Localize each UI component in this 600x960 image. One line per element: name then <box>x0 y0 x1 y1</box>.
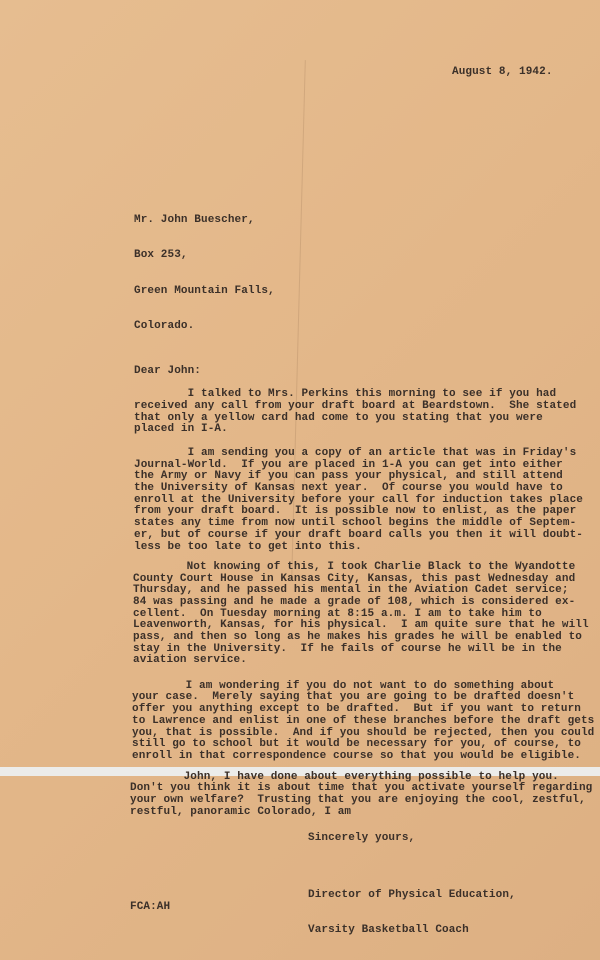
recipient-address <box>0 192 600 356</box>
paragraph-line: Journal-World. If you are placed in 1-A you can get into either <box>134 458 563 471</box>
paragraph-line: your case. Merely saying that you are going to be drafted doesn't <box>132 691 575 704</box>
paragraph-line: I talked to Mrs. Perkins this morning to see if you had <box>134 388 557 401</box>
paragraph-line: received any call from your draft board at Beardstown. She stated <box>134 399 577 412</box>
paragraph-line: placed in I-A. <box>134 423 228 436</box>
paragraph-line: offer you anything except to be drafted. But if you want to return <box>132 703 581 716</box>
paragraph-line: the Army or Navy if you can pass your physical, and still attend <box>134 470 563 483</box>
paragraph-line: aviation service. <box>133 654 247 667</box>
address-line: Box 253, <box>134 249 188 262</box>
paragraph-line: er, but of course if your draft board calls you then it will doubt- <box>134 528 583 541</box>
paragraph-line: less be too late to get into this. <box>134 540 362 553</box>
paragraph-line: states any time from now until school begins the middle of Septem- <box>134 517 577 530</box>
paragraph-5 <box>0 772 600 819</box>
paragraph-line: enroll in that correspondence course so that you would be eligible. <box>132 749 581 762</box>
paragraph-line: Don't you think it is about time that you activate yourself regarding <box>130 782 593 795</box>
paragraph-1 <box>0 389 600 436</box>
signature-titles <box>178 867 516 960</box>
signature-title-line: Director of Physical Education, <box>308 888 516 901</box>
paragraph-line: cellent. On Tuesday morning at 8:15 a.m. I am to take him to <box>133 607 542 620</box>
paragraph-line: I am sending you a copy of an article that was in Friday's <box>134 447 577 459</box>
address-line: Mr. John Buescher, <box>134 214 255 227</box>
paragraph-line: pass, and then so long as he makes his grades he will be enabled to <box>133 631 582 643</box>
paragraph-line: Thursday, and he passed his mental in the Aviation Cadet service; <box>133 584 569 597</box>
paragraph-3 <box>0 562 600 667</box>
signature-title-line: Varsity Basketball Coach <box>308 924 469 937</box>
paragraph-line: you, that is possible. And if you should be rejected, then you could <box>132 726 595 739</box>
typist-initials: FCA:AH <box>130 900 171 913</box>
signature-block <box>0 867 600 960</box>
paragraph-line: the University of Kansas next year. Of course you would have to <box>134 482 563 495</box>
paragraph-line: from your draft board. It is possible now to enlist, as the paper <box>134 505 577 518</box>
paragraph-line: to Lawrence and enlist in one of these branches before the draft gets <box>132 714 595 727</box>
initials-column <box>0 867 178 960</box>
paragraph-line: still go to school but it would be necessary for you, of course, to <box>132 738 581 751</box>
paragraph-line: County Court House in Kansas City, Kansas, this past Wednesday and <box>133 572 576 585</box>
paragraph-line: Not knowing of this, I took Charlie Black to the Wyandotte <box>133 560 576 573</box>
paragraph-line: enroll at the University before your call for induction takes place <box>134 493 583 506</box>
paragraph-line: that only a yellow card had come to you stating that you were <box>134 411 543 424</box>
paragraph-line: your own welfare? Trusting that you are enjoying the cool, zestful, <box>130 794 586 807</box>
paragraph-line: Leavenworth, Kansas, for his physical. I am quite sure that he will <box>133 619 589 632</box>
paragraph-line: stay in the University. If he fails of course he will be in the <box>133 642 562 655</box>
paragraph-line: restful, panoramic Colorado, I am <box>130 805 352 818</box>
paragraph-line: I am wondering if you do not want to do something about <box>132 679 555 692</box>
paragraph-line: John, I have done about everything possible to help you. <box>130 770 559 783</box>
paragraph-line: 84 was passing and he made a grade of 108, which is considered ex- <box>133 595 576 608</box>
address-line: Green Mountain Falls, <box>134 284 275 297</box>
paragraph-2 <box>0 448 600 553</box>
letter-date: August 8, 1942. <box>452 66 553 78</box>
salutation: Dear John: <box>134 365 202 378</box>
address-line: Colorado. <box>134 319 195 332</box>
closing: Sincerely yours, <box>308 831 416 844</box>
paragraph-4 <box>0 681 600 763</box>
